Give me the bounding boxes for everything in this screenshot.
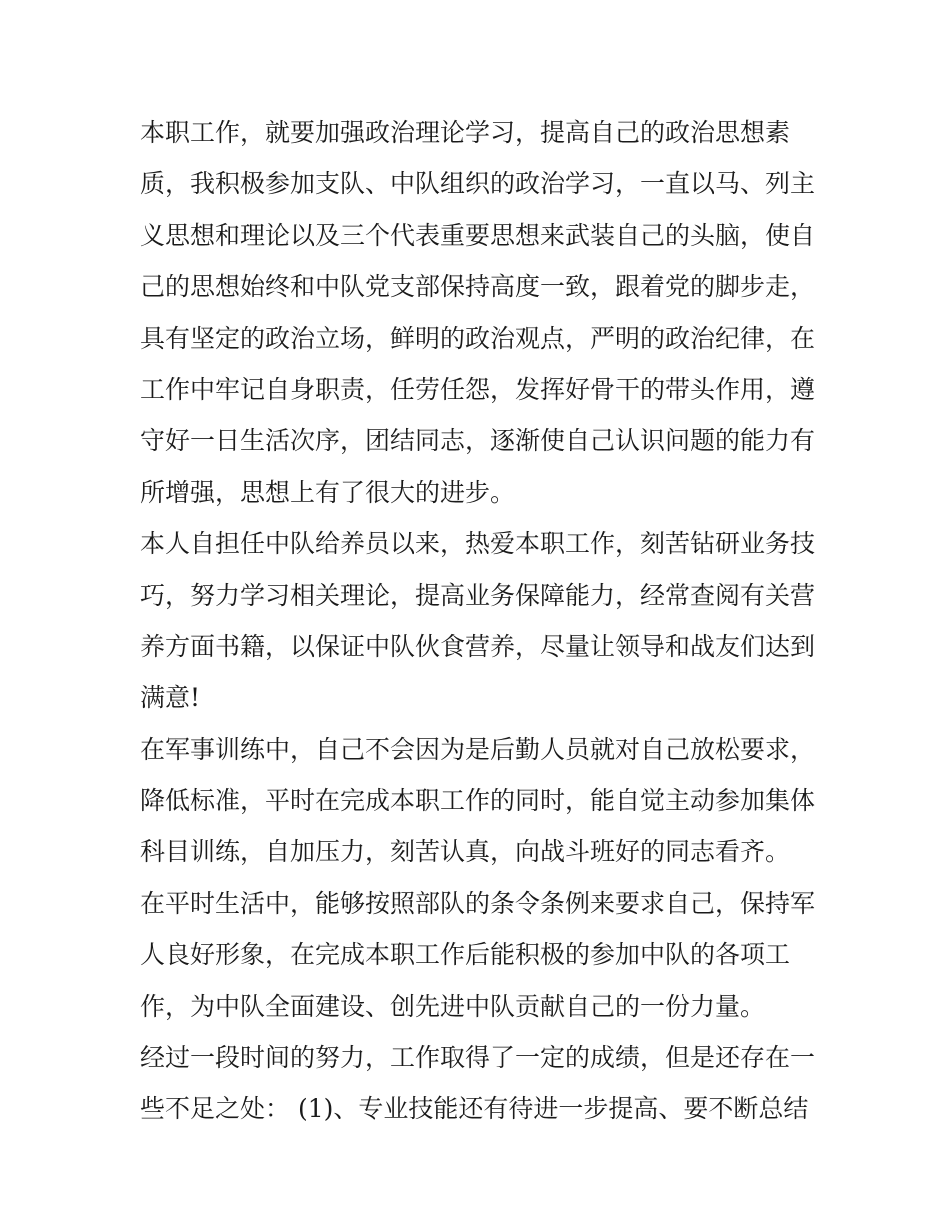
text-line: 具有坚定的政治立场，鲜明的政治观点，严明的政治纪律，在 xyxy=(140,323,816,353)
text-line: 巧，努力学习相关理论，提高业务保障能力，经常查阅有关营 xyxy=(140,580,816,610)
text-line: 所增强，思想上有了很大的进步。 xyxy=(140,477,516,507)
text-line: 作，为中队全面建设、创先进中队贡献自己的一份力量。 xyxy=(140,991,766,1021)
text-line: 科目训练，自加压力，刻苦认真，向战斗班好的同志看齐。 xyxy=(140,837,791,867)
text-line: 经过一段时间的努力，工作取得了一定的成绩，但是还存在一 xyxy=(140,1043,816,1073)
text-line: 己的思想始终和中队党支部保持高度一致，跟着党的脚步走， xyxy=(140,272,816,302)
text-line: 养方面书籍，以保证中队伙食营养，尽量让领导和战友们达到 xyxy=(140,631,816,661)
text-line: 在平时生活中，能够按照部队的条令条例来要求自己，保持军 xyxy=(140,888,816,918)
text-line: 质，我积极参加支队、中队组织的政治学习，一直以马、列主 xyxy=(140,169,816,199)
text-line: 降低标准，平时在完成本职工作的同时，能自觉主动参加集体 xyxy=(140,786,816,816)
text-line: 义思想和理论以及三个代表重要思想来武装自己的头脑，使自 xyxy=(140,220,816,250)
text-line: 本人自担任中队给养员以来，热爱本职工作，刻苦钻研业务技 xyxy=(140,529,816,559)
text-line: 满意! xyxy=(140,683,201,713)
text-line: 工作中牢记自身职责，任劳任怨，发挥好骨干的带头作用，遵 xyxy=(140,374,816,404)
document-body xyxy=(140,107,820,1135)
text-line: 本职工作，就要加强政治理论学习，提高自己的政治思想素 xyxy=(140,118,791,147)
text-line: 守好一日生活次序，团结同志，逐渐使自己认识问题的能力有 xyxy=(140,426,816,456)
text-line: 在军事训练中，自己不会因为是后勤人员就对自己放松要求， xyxy=(140,734,816,764)
text-line: 人良好形象，在完成本职工作后能积极的参加中队的各项工 xyxy=(140,940,791,970)
text-line: 些不足之处： (1)、专业技能还有待进一步提高、要不断总结 xyxy=(140,1094,809,1124)
